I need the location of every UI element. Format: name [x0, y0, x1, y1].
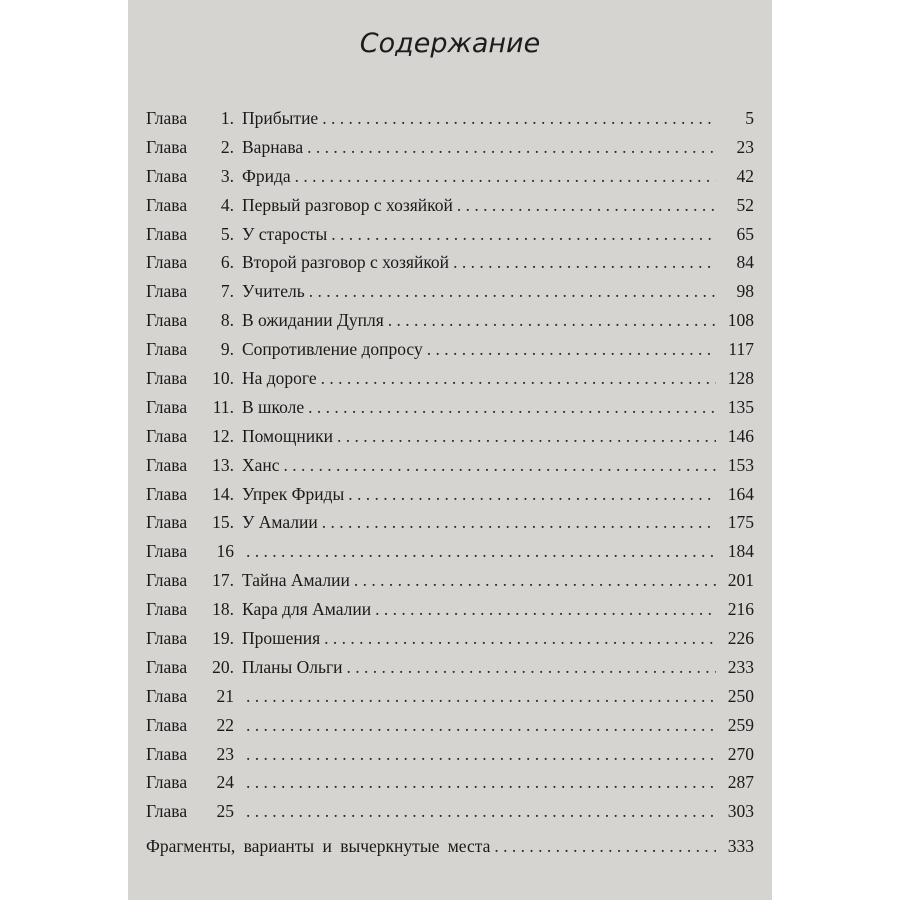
chapter-title: Учитель	[242, 281, 305, 302]
chapter-number: 22	[216, 714, 234, 735]
chapter-number: 9.	[220, 339, 234, 360]
toc-entry-12	[146, 426, 754, 455]
toc-entry-25	[146, 801, 754, 830]
toc-entry-appendix	[146, 836, 754, 857]
chapter-title: Фрида	[242, 165, 291, 186]
chapter-title: Помощники	[242, 425, 333, 446]
chapter-number: 8.	[220, 310, 234, 331]
toc-entry-23	[146, 744, 754, 773]
toc-entry-21	[146, 686, 754, 715]
dot-leader	[246, 772, 716, 793]
chapter-number: 25	[216, 801, 234, 822]
chapter-number: 12.	[212, 425, 234, 446]
page-number: 333	[727, 836, 754, 856]
dot-leader	[246, 541, 716, 562]
dot-leader	[347, 657, 716, 678]
toc-entry-16	[146, 541, 754, 570]
toc-entry-6	[146, 252, 754, 281]
chapter-number: 15.	[212, 512, 234, 533]
chapter-word: Глава	[146, 714, 188, 735]
dot-leader	[494, 836, 716, 857]
dot-leader	[354, 570, 716, 591]
chapter-number: 2.	[220, 136, 234, 157]
page-number: 146	[727, 425, 754, 446]
chapter-word: Глава	[146, 136, 188, 157]
chapter-number: 18.	[212, 599, 234, 620]
toc-entry-10	[146, 368, 754, 397]
page-number: 128	[727, 368, 754, 389]
chapter-word: Глава	[146, 454, 188, 475]
chapter-word: Глава	[146, 252, 188, 273]
toc-entry-4	[146, 195, 754, 224]
chapter-number: 13.	[212, 454, 234, 475]
chapter-title: У старосты	[242, 223, 328, 244]
chapter-title: Упрек Фриды	[242, 483, 345, 504]
page-number: 164	[727, 483, 754, 504]
dot-leader	[322, 108, 716, 129]
chapter-title: Первый разговор с хозяйкой	[242, 194, 453, 215]
chapter-title: В ожидании Дупля	[242, 310, 384, 331]
page-number: 201	[727, 570, 754, 591]
chapter-word: Глава	[146, 483, 188, 504]
chapter-number: 1.	[220, 108, 234, 128]
dot-leader	[307, 137, 716, 158]
page-number: 226	[727, 628, 754, 649]
chapter-word: Глава	[146, 772, 188, 793]
chapter-word: Глава	[146, 368, 188, 389]
chapter-number: 3.	[220, 165, 234, 186]
chapter-title: Тайна Амалии	[242, 570, 350, 591]
toc-entry-9	[146, 339, 754, 368]
dot-leader	[388, 310, 716, 331]
chapter-number: 20.	[212, 656, 234, 677]
toc-entry-1	[146, 108, 754, 137]
chapter-number: 16	[216, 541, 234, 562]
dot-leader	[453, 252, 716, 273]
chapter-number: 10.	[212, 368, 234, 389]
dot-leader	[308, 397, 716, 418]
toc-entry-24	[146, 772, 754, 801]
chapter-word: Глава	[146, 108, 188, 128]
toc-entry-14	[146, 484, 754, 513]
chapter-title: Прошения	[242, 628, 321, 649]
toc-entry-7	[146, 281, 754, 310]
toc-entry-8	[146, 310, 754, 339]
dot-leader	[375, 599, 716, 620]
page-number: 108	[727, 310, 754, 331]
dot-leader	[457, 195, 716, 216]
dot-leader	[348, 484, 716, 505]
chapter-word: Глава	[146, 339, 188, 360]
toc-entry-11	[146, 397, 754, 426]
page-number: 42	[736, 165, 754, 186]
dot-leader	[427, 339, 716, 360]
dot-leader	[324, 628, 716, 649]
chapter-word: Глава	[146, 396, 188, 417]
chapter-number: 4.	[220, 194, 234, 215]
chapter-word: Глава	[146, 743, 188, 764]
chapter-number: 7.	[220, 281, 234, 302]
toc-entry-2	[146, 137, 754, 166]
dot-leader	[309, 281, 716, 302]
page-title: Содержание	[359, 28, 541, 59]
chapter-number: 23	[216, 743, 234, 764]
book-page	[128, 0, 772, 900]
page-number: 175	[727, 512, 754, 533]
toc-entry-3	[146, 166, 754, 195]
toc-entry-18	[146, 599, 754, 628]
chapter-word: Глава	[146, 281, 188, 302]
chapter-title: Сопротивление допросу	[242, 339, 423, 360]
chapter-number: 21	[216, 685, 234, 706]
chapter-title: В школе	[242, 396, 305, 417]
page-number: 84	[736, 252, 754, 273]
chapter-word: Глава	[146, 628, 188, 649]
chapter-title: Ханс	[242, 454, 280, 475]
chapter-title: У Амалии	[242, 512, 318, 533]
dot-leader	[337, 426, 716, 447]
chapter-title: Планы Ольги	[242, 656, 343, 677]
chapter-word: Глава	[146, 425, 188, 446]
toc-entry-13	[146, 455, 754, 484]
chapter-number: 17.	[212, 570, 234, 591]
dot-leader	[246, 744, 716, 765]
chapter-word: Глава	[146, 512, 188, 533]
chapter-word: Глава	[146, 165, 188, 186]
toc-entry-15	[146, 512, 754, 541]
chapter-word: Глава	[146, 194, 188, 215]
page-number: 303	[727, 801, 754, 822]
toc-entry-20	[146, 657, 754, 686]
toc-entry-5	[146, 224, 754, 253]
appendix-title: Фрагменты, варианты и вычеркнутые места	[146, 836, 491, 856]
page-number: 135	[727, 396, 754, 417]
chapter-number: 24	[216, 772, 234, 793]
page-number: 259	[727, 714, 754, 735]
chapter-number: 14.	[212, 483, 234, 504]
dot-leader	[246, 801, 716, 822]
page-number: 52	[736, 194, 754, 215]
dot-leader	[246, 686, 716, 707]
toc-entry-17	[146, 570, 754, 599]
page-number: 287	[727, 772, 754, 793]
chapter-word: Глава	[146, 656, 188, 677]
dot-leader	[295, 166, 716, 187]
dot-leader	[322, 512, 716, 533]
chapter-word: Глава	[146, 223, 188, 244]
page-number: 216	[727, 599, 754, 620]
chapter-word: Глава	[146, 801, 188, 822]
dot-leader	[284, 455, 716, 476]
dot-leader	[246, 715, 716, 736]
chapter-title: На дороге	[242, 368, 317, 389]
page-number: 250	[727, 685, 754, 706]
chapter-title: Варнава	[242, 136, 304, 157]
chapter-number: 6.	[220, 252, 234, 273]
chapter-word: Глава	[146, 570, 188, 591]
chapter-title: Второй разговор с хозяйкой	[242, 252, 450, 273]
toc-entry-22	[146, 715, 754, 744]
toc-entry-19	[146, 628, 754, 657]
chapter-number: 19.	[212, 628, 234, 649]
page-number: 270	[727, 743, 754, 764]
table-of-contents	[146, 108, 754, 830]
chapter-number: 11.	[212, 396, 234, 417]
page-number: 233	[727, 656, 754, 677]
page-number: 23	[736, 136, 754, 157]
chapter-word: Глава	[146, 541, 188, 562]
chapter-word: Глава	[146, 685, 188, 706]
chapter-number: 5.	[220, 223, 234, 244]
page-number: 65	[736, 223, 754, 244]
chapter-title: Прибытие	[242, 108, 319, 128]
dot-leader	[331, 224, 716, 245]
chapter-word: Глава	[146, 310, 188, 331]
page-number: 98	[736, 281, 754, 302]
chapter-title: Кара для Амалии	[242, 599, 372, 620]
page-number: 153	[727, 454, 754, 475]
dot-leader	[321, 368, 716, 389]
chapter-word: Глава	[146, 599, 188, 620]
page-number: 5	[745, 108, 754, 128]
page-number: 184	[727, 541, 754, 562]
page-number: 117	[728, 339, 754, 360]
